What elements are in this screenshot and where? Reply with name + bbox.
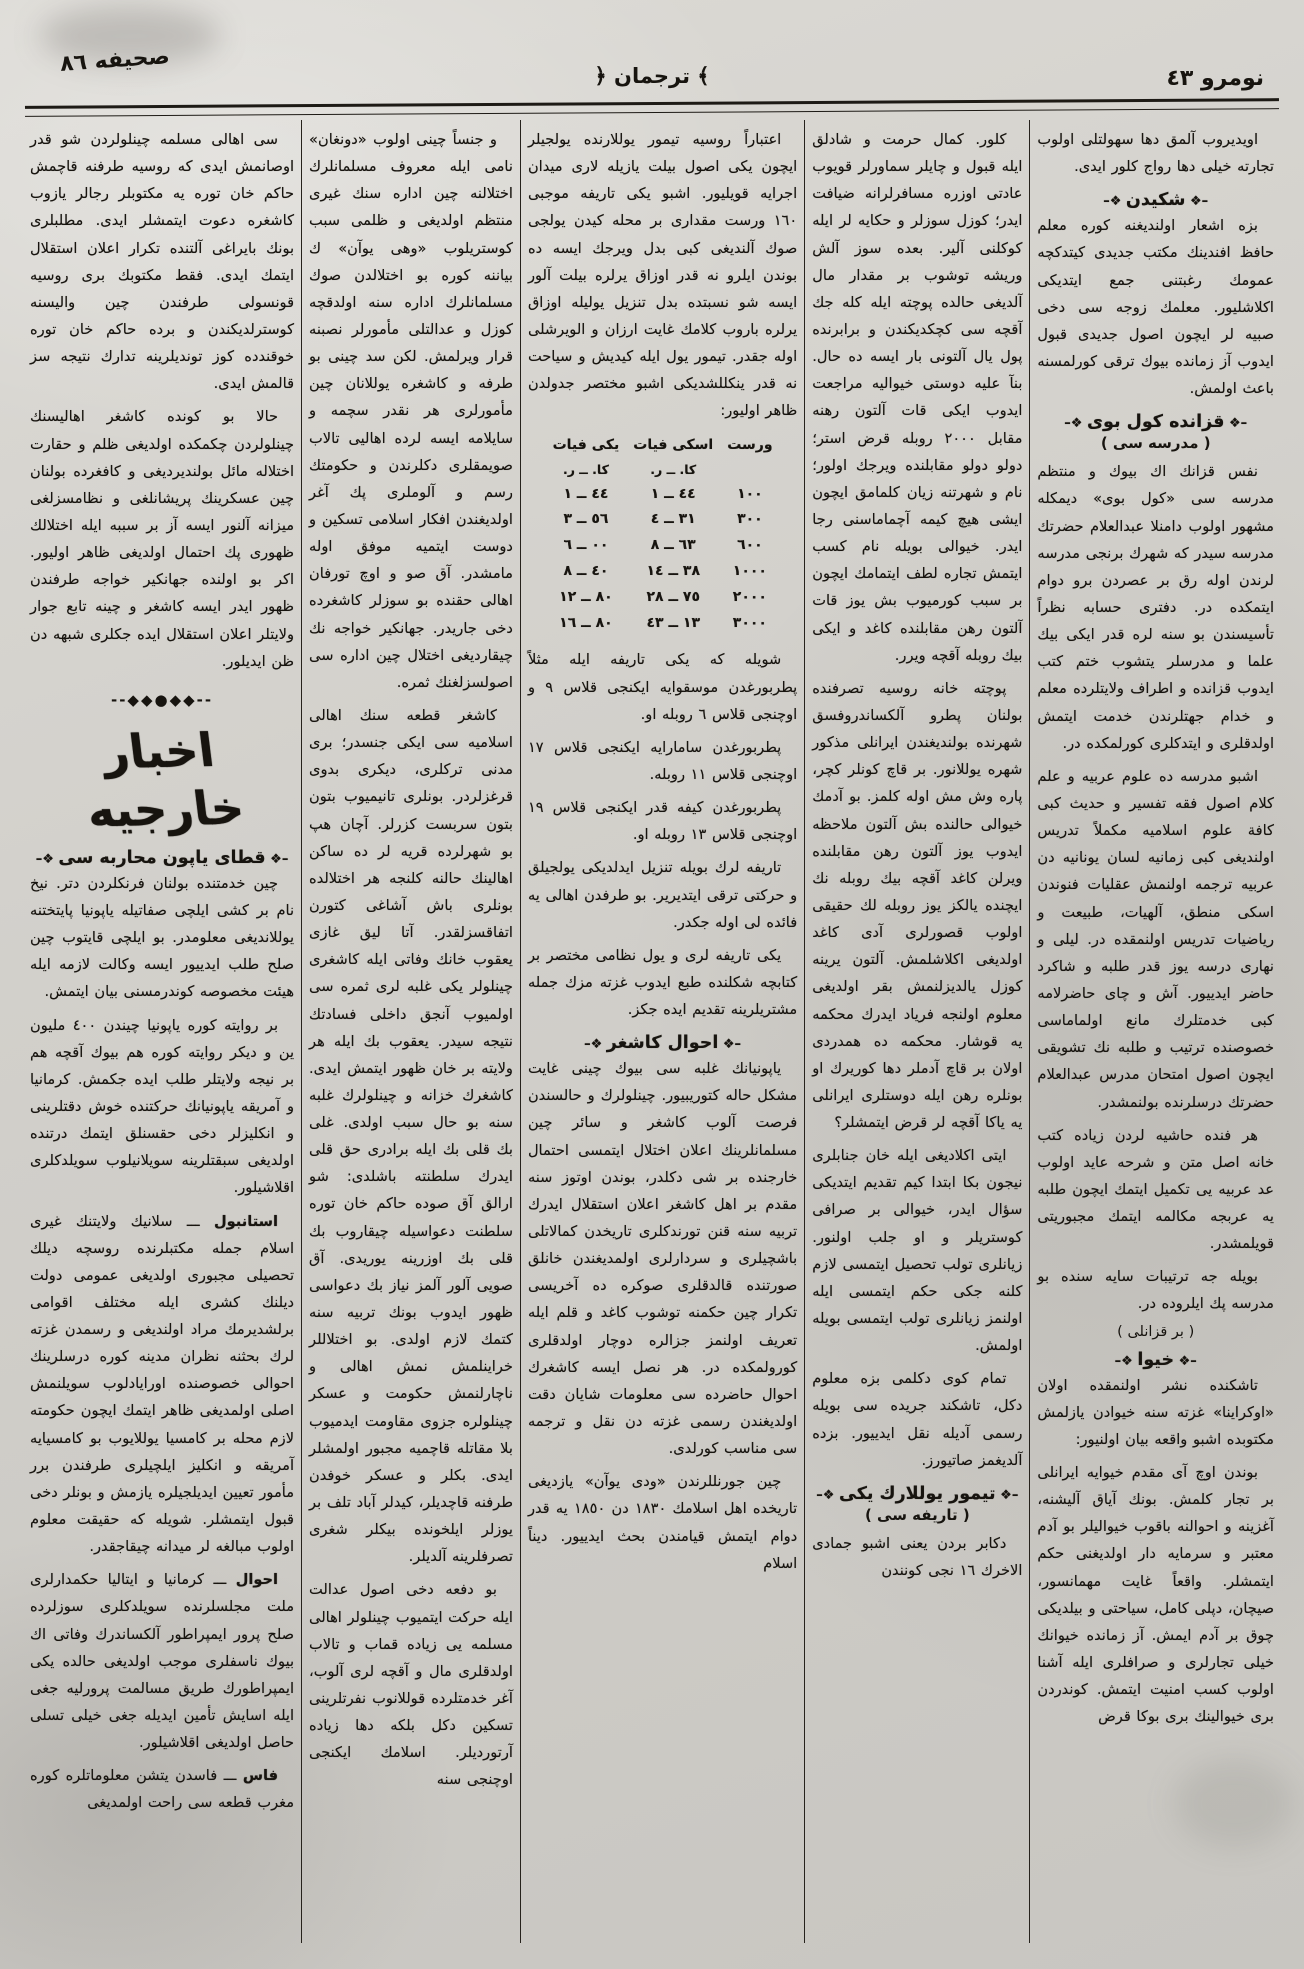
- tariff-table-unit: كا. ــ ر.: [562, 462, 609, 478]
- tariff-table-row: [546, 559, 780, 585]
- article-paragraph: سى اهالى مسلمه چينلولردن شو قدر اوصانمش ايدى كه روسيه طرفنه قاچمش حاكم خان توره يه مكتوبلر رجالر يازوب كاشغره دعوت ايتمشلر ايدى. مطلبلرى بونك بايراغى آلتنده تكرار اعلان استقلال ايتمك ايدى. فقط مكتوبك برى روسيه قونسولى طرفندن چين واليسنه كوسترلديكندن و برده حاكم خان توره خوقندده كوز تونديلرينه تدارك نتيجه سز قالمش ايدى.: [30, 131, 295, 393]
- header-double-rule: [25, 98, 1279, 117]
- article-paragraph: اعتباراً روسيه تيمور يوللارنده يولجيلر ايچون يكى اصول بيلت يازيله لارى ميدان اجرايه قويليور. اشبو يكى تاريفه موجبى ١٦٠ ورست مقدارى بر محله كيدن يولجى صوك آلنديغى كبى بدل ويرجك ايسه ده بوندن ايلرو نه قدر اوزاق يرلره بيلت آلور ايسه شو نسبتده بدل تنزيل يوليله اوزاق يرلره باروب كلامك غايت ارزان و الويرشلى اوله جقدر. تيمور يول ايله كيديش و سياحت نه قدر ينكللشديكى اشبو مختصر جدولدن ظاهر اوليور:: [527, 131, 798, 420]
- article-paragraph: بوندن اوچ آى مقدم خيوايه ايرانلى بر تجار كلمش. بونك آياق آليشنه، آغزينه و احوالنه باقوب خيواليلر بو آدم معتبر و سرمايه دار اولديغنى حكم ايتمشلر. واقعاً غايت مهمانسور، صيچان، دپلى كامل، سياحتى و بيلديكى چوق بر آدم ايمش. آز زمانده خيوانك خيلى تجارلرى و صرافلرى ايله آشنا اولوب كسب امنيت ايتمش. كوندردن برى خيوالينك برى بوكا قرض: [1037, 1464, 1274, 1726]
- tariff-table-cell: ٨٠ ــ ١٦: [559, 614, 613, 631]
- article-paragraph: كلور. كمال حرمت و شادلق ايله قبول و چايلر سماورلر قويوب عادتى اوزره مسافرلرانه ضيافت ايدر؛ كوزل سوزلر و حكايه لر ايله كوكلنى آلير. بعده سوز آلش وريشه توشوب بر مقدار مال آلديغى حالده پوچته ايله كله جك آقچه سى كچكديكندن و برابرنده پول يال آلتونى بار ايسه ده حال. بنآ عليه دوستى خيواليه مراجعت ايدوب ايكى قات آلتون رهنه مقابل ٢٠٠٠ روبله قرض استر؛ دولو دولو مقابلنده ويرجك اولور؛ نام و شهرتنه زيان كلمامق ايچون ايشى هيچ كيمه آچماماسنى رجا ايدر. خيوالى بويله نام كسب ايتمش تجاره لطف ايتمامك ايچون بر سبب كورميوب بش يوز قات آلتون رهن مقابلنده كاغد و ايكى بيك روبله آقچه ويرر.: [812, 131, 1023, 664]
- railway-tariff-table: [546, 433, 780, 637]
- tariff-table-row: [546, 611, 780, 637]
- article-paragraph: بر روايته كوره ياپونيا چيندن ٤٠٠ مليون ين و ديكر روايته كوره هم بيوك آقچه هم بر نيجه ولايتلر طلب ايده جكمش. كرمانيا و آمريقه ياپونيانك حركتنده خوش دقتلرينى و انكليزلر دخى حقسنلق ايتمك درتنده اولديغى سبقتلرينه سويلانيلوب سويلدكلرى اقلاشيلور.: [30, 1016, 295, 1197]
- article-paragraph: كاشغر قطعه سنك اهالى اسلاميه سى ايكى جنسدر؛ برى مدنى تركلرى، ديكرى بدوى قرغزلردر. بونلرى تانيميوب بتون بتون سربست كزرلر. آچان هپ بو شهرلرده قريه لر ده ساكن اهالينك حالنه كلنجه هر اختلالده بونلرى باش آشاغى كتورن اتفاقسزلقدر. آتا ليق غازى يعقوب خانك وفاتى ايله كاشغرى چينلولر يكى غلبه لرى ثمره سى اولميوب آنجق داخلى فسادتك نتيجه سيدر. يعقوب بك ايله هر ولايته بر خان ظهور ايتمش ايدى. كاشغرك خزانه و چينلولرك غلبه سنه بو حال سبب اولدى. غلى بك قلى بك ايله برادرى حق قلى ايدرك سلطنته باشلدى: شو ارالق آق صوده حاكم خان توره سلطنت دعواسيله چيقاروب بك قلى بك اوزرينه يوريدى. آق صويى آلور آلمز نياز بك دعواسى ظهور ايدوب بونك تربيه سنه كتمك لازم اولدى. بو اختلاللر خراينلمش نمش اهالى و ناچارلنمش حكومت و عسكر چينلولره جزوى مقاومت ايدميوب بلا مقاتله قاچميه مجبور اولمشلر ايدى. بكلر و عسكر خوفدن طرفنه قاچديلر، كيدلر آباد تلف بر يوزلر ايلخونده بيكلر شغرى تصرفلرينه آلديلر.: [309, 706, 513, 1566]
- tariff-table-cell: ٥٦ ــ ٣: [563, 511, 609, 528]
- tariff-table-header: ورست: [727, 436, 773, 453]
- newspaper-column: [1029, 120, 1281, 1943]
- article-paragraph: تاشكنده نشر اولنمقده اولان «اوكراينا» غزته سنه خيوادن يازلمش مكتوبده اشبو واقعه بيان اولنيور:: [1037, 1376, 1274, 1448]
- columns-container: [23, 120, 1281, 1943]
- tariff-table-unit: [720, 458, 779, 481]
- tariff-table-cell: ٣١ ــ ٤: [650, 511, 696, 528]
- page-number-label: صحيفه ٨٦: [59, 44, 171, 77]
- article-paragraph: نفس قزانك اك بيوك و منتظم مدرسه سى «كول بوى» ديمكله مشهور اولوب دامنلا عبدالعلام حضرتك مدرسه سيدر كه شهرك برنجى مدرسه لرندن اوله رق بر عصردن برو دوام ايتمكده در. دفترى حسابه نظراً تأسيسندن بو سنه لره قدر ايكى بيك علما و مدرسلر يتشوب ختم كتب ايدوب قزانده و اطراف ولايتلرده معلم و خدام جهتلرندن خدمت ايتمش اولدقلرى و ايتدكلرى كورلمكده در.: [1037, 463, 1274, 752]
- article-paragraph: دكابر بردن يعنى اشبو جمادى الاخرك ١٦ نجى كونندن: [812, 1534, 1023, 1580]
- article-paragraph: و جنساً چينى اولوب «دونغان» نامى ايله معروف مسلمانلرك اختلالنه چين اداره سنك غيرى منتظم اولديغى و ظلمى سبب كوستريلوب «وهى يوآن» ك بياننه كوره بو اختلالدن صوك مسلمانلرك اداره سنه اولدقچه كوزل و عدالتلى مأمورلر نصبنه قرار ويرلمش. لكن سد چينى بو طرفه و كاشغره يوللانان چين مأمورلرى هر نقدر سچمه و سايلامه ايسه لرده اهاليى تالاب صويمقلرى دكلرندن و حكومتك رسم و آلوملرى پك آغر اولديغندن افكار اسلامى تسكين و دوست ايتميه موفق اوله مامشدر. آق صو و اوچ تورفان اهالى حقنده بو سوزلر كاشغرده دخى جاريدر. جهانكير خواجه نك چيقارديغى اختلال چين اداره سى اصولسزلغنك ثمره.: [309, 131, 513, 691]
- article-paragraph: بويله جه ترتيبات سايه سنده بو مدرسه پك ايلروده در.: [1037, 1268, 1274, 1313]
- article-paragraph: چين خدمتنده بولنان فرنكلردن دتر. نيخ نام بر كشى ايلچى صفاتيله ياپونيا پايتختنه يوللانديغى معلومدر. بو ايلچى قايتوب چين صلح طلب ايدييور ايسه وكالت لازمه ايله هيئت مخصوصه كوندرمسنى بيان ايتمش.: [30, 874, 295, 1001]
- article-paragraph: پطربورغدن سامارايه ايكنجى قلاس ١٧ اوچنجى قلاس ١١ روبله.: [527, 738, 798, 783]
- article-paragraph: پطربورغدن كيفه قدر ايكنجى قلاس ١٩ اوچنجى قلاس ١٣ روبله او.: [527, 799, 798, 844]
- article-paragraph: حالا بو كونده كاشغر اهاليسنك چينلولردن چكمكده اولديغى ظلم و حقارت اختلالە مائل بولنديرديغى و كافغرده بولنان چين عسكرينك پريشانلغى و نظامسزلغى ميزانه آلنور ايسه آز بر سببه ايله اختلالك ظهورى پك احتمال اولديغى ظاهر اوليور. اكر بو اولنده جهانكير خواجه طرفندن ظهور ايدر ايسه كاشغر و چينه تابع جوار ولايتلر اعلان استقلال ايده جكلرى شبهه دن ظن ايديلور.: [30, 408, 295, 670]
- section-heading: –❖ تيمور يوللارك يكى ❖–: [812, 1484, 1022, 1504]
- article-paragraph: تمام كوى دكلمى بزه معلوم دكل، تاشكند جريده سى بويله رسمى آديله نقل ايدييور. بزده آلديغمز صاتيورز.: [812, 1370, 1023, 1469]
- tariff-table-cell: ١٠٠٠: [732, 562, 767, 579]
- article-paragraph: بو دفعه دخى اصول عدالت ايله حركت ايتميوب چينلولر اهالى مسلمه یى زياده قماب و تالاب اولدقلرى مال و آقچه لرى آلوب، آغر خدمتلرده قوللانوب نفرتلرينى تسكين دكل بلكه دها زياده آرتورديلر. اسلامك ايكنجى اوچنجى سنه: [309, 1581, 513, 1789]
- page-header: [25, 40, 1279, 100]
- dateline-lead: فاس: [242, 1767, 279, 1785]
- article-paragraph: ياپونيانك غلبه سى بيوك چينى غايت مشكل حاله كتوريبيور. چينلولرك و حالسندن فرصت آلوب كاشغر و سائر چين مسلمانلرينك اعلان اختلال ايتمسى احتمال خارجنده بر شى دكلدر، بوندن اوتوز سنه مقدم بر اهل كاشغر اعلان استقلال ايدرك تربيه سنه قنن تورندكلرى تاريخدن كمالاتلى باشچيلرى و سردارلرى اولمديغندن خانلق صورتنده قالدقلرى صوكره ده آخريسى تكرار چين حكمنه توشوب كاغد و قلم ايله تعريف اولنمز جزالره دوچار اولدقلرى كورولمكده در. هر نصل ايسه كاشغرك احوال حاضرده سى معلومات شايان دقت اولديغندن رسمى غزته دن نقل و ترجمه سى مناسب كورلدى.: [527, 1060, 798, 1458]
- tariff-table-row: [546, 533, 780, 559]
- article-paragraph: اشبو مدرسه ده علوم عربيه و علم كلام اصول فقه تفسير و حديث كبى كافة علوم اسلاميه مكملاً تدريس اولنديغى كبى زمانيه لسان يونانيه دن عربيه ترجمه اولنمش عقليات فنوندن اسكى منطق، آلهيات، طبيعت و رياضيات تدريس اولنمقده در. ليلى و نهارى درسه يوز قدر طلبه و شاكرد حاضر ايدييور. آش و چاى حاضرلامه كبى خدمتلرك مانع اولماماسى خصوصنده ترتيب و طلبه نك تشويقى ايچون اصول امتحان مدرس عبدالعلام حضرتك درسلرنده بولنمشدر.: [1037, 767, 1274, 1111]
- newspaper-column: [301, 120, 520, 1943]
- section-subheading: ( تاريفه سى ): [864, 1505, 970, 1524]
- signature-line: ( بر قزانلى ): [1117, 1323, 1195, 1340]
- article-paragraph: ايتى اكلاديغى ايله خان جنابلرى نيجون بكا ابتدا كيم تقديم ايتديكى سؤال ايدر، خيوالى بر صرافى كوستريلر و او جلب اولنور. زيانلرى تولب تحصيل ايتمسى لازم كلنه جكى حكم ايتمسى ايله اولنمز زيانلرى تولب ايتمسى بويله اولمش.: [812, 1147, 1023, 1355]
- tariff-table-cell: ٧٥ ــ ٢٨: [646, 588, 700, 605]
- dateline-lead: احوال: [235, 1571, 279, 1589]
- issue-number-label: نومرو ٤٣: [1166, 66, 1264, 91]
- tariff-table-cell: ١٠٠: [737, 485, 763, 502]
- dateline-lead: استانبول: [214, 1212, 279, 1230]
- tariff-table-cell: ٤٠ ــ ٨: [563, 562, 609, 579]
- tariff-table-row: [546, 585, 780, 611]
- tariff-table-row: [546, 482, 780, 508]
- masthead-title: ﴾ ترجمان ﴿: [594, 64, 710, 88]
- article-paragraph: پوچته خانه روسيه تصرفنده بولنان پطرو آلكساندروفسق شهرنده بولنديغندن ايرانلى مذكور شهره يوللانور. بر قاچ كونلر كچر، پاره وش مش اوله كلمز. بو آدمك خيوالى حالنده بش آلتون ملاحظه ايدوب يوز آلتون رهن مقابلنده ويرلن كاغد آقچه بيك روبله نك ايچنده يالكز يوز روبله لك حقيقى اولوب قصورلرى آدى كاغد اولديغى اكلاشلمش. آلتون يرينه كوزل يالديزلنمش بقر اولديغى معلوم اولنجه فرياد ايدرك محكمه يه قوشار. محكمه ده همدردى اولان بر قاچ آدملر دها كوريرك او بونلره رهن ايله دوستلرى ايرانلى يه ياكا آقچه لر قرض ايتمشلر؟: [812, 679, 1023, 1132]
- tariff-table-header: اسكى فيات: [633, 436, 714, 453]
- article-paragraph: تاريفه لرك بويله تنزيل ايدلديكى يولجيلق و حركتى ترقى ايتديرير. بو طرفدن اهالى يه فائده لى اوله جكدر.: [527, 859, 798, 931]
- tariff-table-row: [546, 507, 780, 533]
- tariff-table-unit: كا. ــ ر.: [650, 462, 697, 478]
- article-paragraph: استانبول ـــ سلانيك ولايتنك غيرى اسلام جمله مكتبلرنده روسچه ديلك تحصيلى مجبورى اولديغى عمومى دولت ديلنك كشرى ايله مختلف اقوامى برلشديرمك مراد اولنديغى و رسمدن غزته لرك بحثنه نظران مدينه كوره درسلرينك احوالى خصوصنده اورايادلوب سويلنمش اصلى اولمديغى ظاهر ايتمك ايچون حكومته لازم محله بر كامسيا يوللايوب بو كامسيايه آمريقه و انكليز ايلچيلرى طرفندن برر مأمور تعيين ايديلجيلره يازمش و بونلر دخى قبول ايتمشلر. شويله كه حقيقت معلوم اولوب مبالغه لر ميدانه چيقاجقدر.: [30, 1212, 295, 1556]
- newspaper-column: [23, 120, 301, 1943]
- newspaper-column: [520, 120, 804, 1943]
- tariff-table-cell: ٣٨ ــ ١٤: [646, 562, 700, 579]
- section-heading: –❖ شكيدن ❖–: [1037, 190, 1274, 210]
- newspaper-column: [804, 120, 1029, 1943]
- tariff-table-cell: ٣٠٠٠: [732, 614, 767, 631]
- tariff-table-cell: ٠٠ ــ ٦: [563, 537, 609, 554]
- tariff-table-cell: ٦٠٠: [737, 537, 763, 554]
- article-paragraph: هر فنده حاشيه لردن زياده كتب خانه اصل متن و شرحه عايد اولوب عد عربيه يى تكميل ايتمك ايچون طلبه يه عربجه مكالمه ايتمك مجبوريتى قويلمشدر.: [1037, 1126, 1274, 1253]
- article-paragraph: احوال ـــ كرمانيا و ايتاليا حكمدارلرى ملت مجلسلرنده سويلدكلرى سوزلرده صلح پرور ايمپراطور آلكساندرك وفاتى اك بيوك ناسفلرى موجب اولديغى حالده يكى ايمپراطورك طريق مسالمت پرورليه جغى ايله اسايش تأمين ايديله جغى خيلى تسلى حاصل اولديغى اقلاشيلور.: [30, 1571, 295, 1752]
- article-paragraph: فاس ـــ فاسدن يتشن معلوماتلره كوره مغرب قطعه سى راحت اولمديغى: [30, 1767, 295, 1812]
- article-paragraph: يكى تاريفه لرى و يول نظامى مختصر بر كتابچه شكلنده طبع ايدوب غزته مزك جمله مشتريلرينه تقديم ايده جكز.: [527, 946, 798, 1019]
- article-paragraph: بزه اشعار اولنديغنه كوره معلم حافظ افندينك مكتب جديدى كيتدكچه عمومك رغبتنى جمع ايتديكى اكلاشليور. معلمك زوجه سى دخى صبيه لر ايچون اصول جديدى قبول ايدوب آز زمانده بيوك ترقى كورلمسنه باعث اولمش.: [1037, 217, 1274, 398]
- tariff-table-cell: ٤٤ ــ ١: [563, 485, 609, 502]
- section-heading: –❖ قزانده كول بوى ❖–: [1037, 412, 1274, 432]
- ornament-divider: --◆◆●◆◆--: [110, 690, 214, 709]
- tariff-table-cell: ٦٣ ــ ٨: [650, 537, 696, 554]
- tariff-table-cell: ٤٤ ــ ١: [650, 485, 696, 502]
- tariff-table-cell: ٨٠ ــ ١٢: [559, 588, 613, 605]
- section-heading: –❖ قطاى ياپون محاربه سى ❖–: [30, 848, 294, 868]
- tariff-table-cell: ٣٠٠: [737, 511, 763, 528]
- article-paragraph: شويله كه يكى تاريفه ايله مثلاً پطربورغدن موسقوايه ايكنجى قلاس ٩ و اوچنجى قلاس ٦ روبله او.: [527, 651, 798, 723]
- foreign-news-calligraphic-title: اخبار خارجيه: [83, 722, 247, 837]
- tariff-table-cell: ١٣ ــ ٤٣: [646, 614, 700, 631]
- article-paragraph: اويديروب آلمق دها سهولتلى اولوب تجارته خيلى دها رواج كلور ايدى.: [1037, 131, 1274, 176]
- tariff-table-cell: ٢٠٠٠: [732, 588, 767, 605]
- tariff-table-header: يكى فيات: [552, 436, 620, 453]
- article-paragraph: چين جورنللرندن «ودى يوآن» يازديغى تاريخده اهل اسلامك ١٨٣٠ دن ١٨٥٠ يه قدر دوام ايتمش قيامندن بحث ايدييور. ديناً اسلام: [527, 1473, 798, 1572]
- section-heading: –❖ خيوا ❖–: [1037, 1350, 1274, 1370]
- section-heading: –❖ احوال كاشغر ❖–: [528, 1033, 797, 1053]
- section-subheading: ( مدرسه سى ): [1100, 434, 1211, 453]
